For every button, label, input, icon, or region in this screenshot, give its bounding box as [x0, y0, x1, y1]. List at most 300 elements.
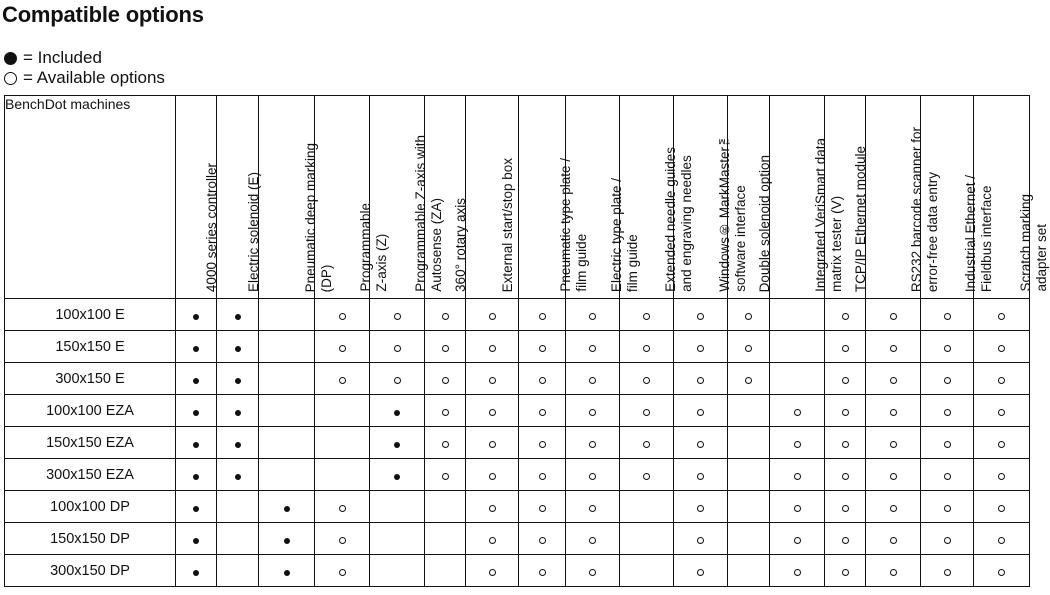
available-cell [519, 395, 566, 427]
available-cell [370, 331, 425, 363]
empty-cell [217, 491, 259, 523]
hollow-dot-icon [794, 537, 801, 544]
hollow-dot-icon [794, 441, 801, 448]
included-cell [217, 363, 259, 395]
included-cell [217, 459, 259, 491]
empty-cell [315, 459, 370, 491]
available-cell [728, 299, 770, 331]
available-cell [866, 395, 921, 427]
empty-cell [259, 427, 315, 459]
available-cell [315, 491, 370, 523]
hollow-dot-icon [339, 569, 346, 576]
column-header-label: Electric solenoid (E) [245, 171, 261, 292]
filled-dot-icon [235, 314, 241, 320]
table-row [5, 363, 1030, 395]
table-row [5, 331, 1030, 363]
available-cell [466, 491, 519, 523]
filled-dot-icon [193, 506, 199, 512]
empty-cell [770, 363, 825, 395]
hollow-dot-icon [998, 377, 1005, 384]
hollow-dot-icon [539, 569, 546, 576]
available-cell [674, 523, 728, 555]
empty-cell [259, 363, 315, 395]
hollow-dot-icon [794, 505, 801, 512]
hollow-dot-icon [394, 345, 401, 352]
hollow-dot-icon [842, 409, 849, 416]
available-cell [519, 491, 566, 523]
included-cell [176, 363, 217, 395]
column-header [519, 96, 589, 299]
empty-cell [315, 395, 370, 427]
hollow-dot-icon [489, 569, 496, 576]
available-cell [674, 555, 728, 587]
available-cell [921, 459, 974, 491]
page-title: Compatible options [2, 2, 204, 27]
hollow-dot-icon [643, 441, 650, 448]
empty-cell [425, 523, 466, 555]
available-cell [825, 555, 866, 587]
column-header [176, 96, 217, 299]
column-header [466, 96, 519, 299]
column-header [674, 96, 748, 299]
hollow-dot-icon [998, 313, 1005, 320]
column-header-label: Windows® MarkMaster™ software interface [716, 132, 748, 292]
hollow-dot-icon [643, 409, 650, 416]
available-cell [466, 299, 519, 331]
available-cell [566, 299, 620, 331]
empty-cell [425, 555, 466, 587]
hollow-dot-icon [489, 345, 496, 352]
hollow-dot-icon [842, 377, 849, 384]
machine-name: 300x150 E [5, 363, 176, 395]
available-cell [315, 299, 370, 331]
available-cell [370, 299, 425, 331]
available-cell [921, 427, 974, 459]
available-cell [866, 331, 921, 363]
available-cell [620, 427, 674, 459]
table-row [5, 299, 1030, 331]
hollow-dot-icon [998, 409, 1005, 416]
included-cell [370, 395, 425, 427]
filled-dot-icon [193, 378, 199, 384]
filled-dot-icon [284, 506, 290, 512]
column-header [620, 96, 694, 299]
filled-dot-icon [193, 442, 199, 448]
available-cell [974, 555, 1030, 587]
available-cell [315, 331, 370, 363]
available-cell [466, 331, 519, 363]
filled-dot-icon [235, 474, 241, 480]
hollow-dot-icon [489, 537, 496, 544]
hollow-dot-icon [489, 505, 496, 512]
available-cell [674, 331, 728, 363]
hollow-dot-icon [842, 313, 849, 320]
included-cell [217, 427, 259, 459]
available-cell [770, 523, 825, 555]
filled-dot-icon [394, 474, 400, 480]
hollow-dot-icon [697, 537, 704, 544]
included-cell [259, 555, 315, 587]
column-header [566, 96, 640, 299]
hollow-dot-icon [890, 313, 897, 320]
available-cell [315, 523, 370, 555]
available-cell [370, 363, 425, 395]
included-cell [176, 395, 217, 427]
available-cell [866, 363, 921, 395]
available-cell [519, 427, 566, 459]
hollow-dot-icon [539, 313, 546, 320]
empty-cell [370, 555, 425, 587]
hollow-dot-icon [589, 473, 596, 480]
available-cell [466, 459, 519, 491]
machine-name: 150x150 E [5, 331, 176, 363]
table-row [5, 459, 1030, 491]
column-header [259, 96, 334, 299]
hollow-dot-icon [890, 345, 897, 352]
available-cell [770, 459, 825, 491]
hollow-dot-icon [944, 473, 951, 480]
available-cell [974, 331, 1030, 363]
hollow-dot-icon [442, 377, 449, 384]
available-cell [770, 491, 825, 523]
empty-cell [259, 395, 315, 427]
available-cell [425, 459, 466, 491]
column-header-label: RS232 barcode scanner for error-free data entry [909, 126, 940, 292]
hollow-dot-icon [697, 409, 704, 416]
included-cell [176, 427, 217, 459]
column-header-label: Extended needle guides and engraving needles [662, 147, 694, 292]
hollow-dot-icon [589, 505, 596, 512]
available-cell [825, 363, 866, 395]
hollow-dot-icon [643, 473, 650, 480]
available-cell [921, 523, 974, 555]
hollow-dot-icon [442, 441, 449, 448]
corner-header: BenchDot machines [5, 96, 176, 299]
empty-cell [620, 555, 674, 587]
column-header [974, 96, 1049, 299]
empty-cell [620, 491, 674, 523]
machine-name: 150x150 DP [5, 523, 176, 555]
included-cell [217, 331, 259, 363]
available-cell [921, 491, 974, 523]
hollow-dot-icon [643, 377, 650, 384]
hollow-dot-icon [489, 473, 496, 480]
empty-cell [728, 523, 770, 555]
empty-cell [370, 523, 425, 555]
included-cell [176, 491, 217, 523]
available-cell [674, 427, 728, 459]
empty-cell [728, 459, 770, 491]
available-cell [519, 299, 566, 331]
available-cell [674, 363, 728, 395]
empty-cell [728, 555, 770, 587]
available-cell [674, 299, 728, 331]
available-cell [519, 523, 566, 555]
filled-dot-icon [284, 538, 290, 544]
hollow-dot-icon [489, 377, 496, 384]
available-cell [728, 363, 770, 395]
hollow-dot-icon [697, 313, 704, 320]
machine-name: 300x150 DP [5, 555, 176, 587]
hollow-dot-icon [589, 313, 596, 320]
available-cell [674, 459, 728, 491]
hollow-dot-icon [944, 313, 951, 320]
available-cell [825, 427, 866, 459]
available-cell [825, 523, 866, 555]
empty-cell [217, 523, 259, 555]
available-cell [566, 395, 620, 427]
filled-dot-icon [193, 474, 199, 480]
hollow-dot-icon [589, 441, 596, 448]
available-cell [921, 363, 974, 395]
hollow-dot-icon [890, 473, 897, 480]
available-cell [566, 427, 620, 459]
column-header-label: Electric type plate / film guide [608, 177, 640, 292]
column-header [770, 96, 844, 299]
available-cell [921, 299, 974, 331]
included-cell [370, 427, 425, 459]
included-cell [259, 523, 315, 555]
empty-cell [315, 427, 370, 459]
column-header-label: TCP/IP Ethernet module [853, 145, 868, 292]
column-header-label: Industrial Ethernet / Fieldbus interface [963, 174, 994, 292]
table-row [5, 523, 1030, 555]
table-row [5, 491, 1030, 523]
hollow-dot-icon [842, 505, 849, 512]
empty-cell [217, 555, 259, 587]
hollow-dot-icon [998, 345, 1005, 352]
included-cell [176, 555, 217, 587]
hollow-dot-icon [643, 345, 650, 352]
hollow-dot-icon [944, 377, 951, 384]
available-cell [974, 427, 1030, 459]
hollow-dot-icon [539, 441, 546, 448]
available-cell [425, 427, 466, 459]
hollow-dot-icon [890, 505, 897, 512]
empty-cell [370, 491, 425, 523]
hollow-dot-icon [745, 345, 752, 352]
available-cell [728, 331, 770, 363]
column-header-label: Pneumatic type plate / film guide [558, 158, 589, 292]
available-cell [620, 459, 674, 491]
hollow-dot-icon [842, 345, 849, 352]
available-cell [921, 331, 974, 363]
available-cell [825, 395, 866, 427]
column-header-label: 360° rotary axis [453, 198, 468, 292]
available-cell [974, 299, 1030, 331]
hollow-dot-icon [944, 505, 951, 512]
legend-available [4, 68, 165, 88]
hollow-dot-icon [539, 409, 546, 416]
empty-cell [259, 459, 315, 491]
column-header [866, 96, 940, 299]
column-header [728, 96, 770, 299]
machine-name: 150x150 EZA [5, 427, 176, 459]
hollow-dot-icon [890, 409, 897, 416]
available-cell [566, 555, 620, 587]
hollow-dot-icon [589, 409, 596, 416]
column-header-label: Programmable Z-axis (Z) [358, 203, 389, 292]
column-header [217, 96, 259, 299]
available-cell [519, 555, 566, 587]
available-cell [866, 555, 921, 587]
hollow-dot-icon [394, 313, 401, 320]
compatibility-table [4, 95, 1049, 587]
available-cell [466, 555, 519, 587]
hollow-dot-icon [589, 377, 596, 384]
hollow-dot-icon [489, 441, 496, 448]
machine-name: 100x100 E [5, 299, 176, 331]
hollow-dot-icon [697, 441, 704, 448]
filled-dot-icon [235, 442, 241, 448]
available-cell [921, 555, 974, 587]
table-row [5, 395, 1030, 427]
available-cell [770, 427, 825, 459]
available-cell [315, 363, 370, 395]
hollow-dot-icon [745, 313, 752, 320]
empty-cell [620, 523, 674, 555]
hollow-dot-icon [944, 441, 951, 448]
column-header [425, 96, 466, 299]
hollow-dot-icon [539, 537, 546, 544]
available-cell [566, 331, 620, 363]
hollow-dot-icon [539, 505, 546, 512]
column-header-label: External start/stop box [500, 157, 515, 292]
hollow-dot-icon [944, 409, 951, 416]
hollow-dot-icon [442, 313, 449, 320]
hollow-dot-icon [697, 473, 704, 480]
filled-dot-icon [193, 570, 199, 576]
hollow-dot-icon [442, 473, 449, 480]
hollow-dot-icon [998, 441, 1005, 448]
available-cell [866, 491, 921, 523]
machine-name: 300x150 EZA [5, 459, 176, 491]
hollow-dot-icon [339, 537, 346, 544]
available-cell [974, 363, 1030, 395]
filled-dot-icon [193, 346, 199, 352]
hollow-dot-icon [842, 441, 849, 448]
hollow-dot-icon [944, 537, 951, 544]
available-cell [620, 331, 674, 363]
available-cell [866, 299, 921, 331]
filled-dot-icon [235, 378, 241, 384]
hollow-dot-icon [697, 569, 704, 576]
available-cell [974, 395, 1030, 427]
empty-cell [770, 331, 825, 363]
hollow-dot-icon [339, 345, 346, 352]
available-cell [566, 523, 620, 555]
legend [4, 48, 165, 88]
filled-dot-icon [193, 410, 199, 416]
hollow-dot-icon [890, 377, 897, 384]
available-cell [425, 363, 466, 395]
available-cell [566, 363, 620, 395]
included-cell [370, 459, 425, 491]
available-cell [425, 331, 466, 363]
available-cell [825, 331, 866, 363]
hollow-dot-icon [794, 473, 801, 480]
hollow-dot-icon [339, 377, 346, 384]
column-header-label: Programmable Z-axis with Autosense (ZA) [413, 135, 444, 292]
hollow-dot-icon [589, 569, 596, 576]
available-cell [466, 523, 519, 555]
available-cell [674, 395, 728, 427]
filled-dot-icon [235, 346, 241, 352]
available-cell [974, 459, 1030, 491]
available-cell [315, 555, 370, 587]
empty-cell [259, 331, 315, 363]
table-row [5, 427, 1030, 459]
available-cell [974, 523, 1030, 555]
column-header-label: Integrated VeriSmart data matrix tester (V) [813, 138, 844, 292]
available-cell [466, 363, 519, 395]
hollow-dot-icon [339, 505, 346, 512]
available-cell [825, 491, 866, 523]
hollow-dot-icon [697, 345, 704, 352]
filled-dot-icon [193, 538, 199, 544]
legend-included-label: = Included [23, 48, 102, 67]
available-cell [974, 491, 1030, 523]
available-cell [425, 395, 466, 427]
hollow-dot-icon [794, 569, 801, 576]
filled-dot-icon [284, 570, 290, 576]
empty-cell [728, 491, 770, 523]
empty-cell [728, 427, 770, 459]
hollow-dot-icon [643, 313, 650, 320]
available-cell [519, 331, 566, 363]
hollow-dot-icon [539, 345, 546, 352]
hollow-dot-icon [339, 313, 346, 320]
hollow-dot-icon [998, 505, 1005, 512]
filled-dot-icon [235, 410, 241, 416]
column-header [921, 96, 994, 299]
filled-dot-icon [394, 410, 400, 416]
machine-name: 100x100 EZA [5, 395, 176, 427]
hollow-dot-icon [944, 345, 951, 352]
column-header [825, 96, 866, 299]
hollow-dot-icon [998, 473, 1005, 480]
hollow-dot-icon [998, 537, 1005, 544]
included-cell [176, 523, 217, 555]
hollow-dot-icon [842, 473, 849, 480]
column-header-label: Double solenoid option [756, 154, 772, 292]
hollow-dot-icon [944, 569, 951, 576]
hollow-dot-icon [394, 377, 401, 384]
hollow-dot-icon [842, 569, 849, 576]
machine-name: 100x100 DP [5, 491, 176, 523]
empty-cell [259, 299, 315, 331]
column-header-label: Scratch marking adapter set [1017, 194, 1049, 292]
hollow-dot-icon [489, 313, 496, 320]
available-cell [566, 459, 620, 491]
empty-cell [425, 491, 466, 523]
legend-available-label: = Available options [23, 68, 165, 87]
included-cell [259, 491, 315, 523]
column-header-label: 4000 series controller [204, 162, 219, 292]
available-cell [620, 299, 674, 331]
available-cell [519, 363, 566, 395]
filled-dot-icon [4, 52, 17, 65]
hollow-dot-icon [890, 441, 897, 448]
filled-dot-icon [394, 442, 400, 448]
hollow-dot-icon [697, 377, 704, 384]
hollow-dot-icon [745, 377, 752, 384]
available-cell [425, 299, 466, 331]
available-cell [921, 395, 974, 427]
available-cell [866, 427, 921, 459]
hollow-dot-icon [697, 505, 704, 512]
included-cell [176, 299, 217, 331]
